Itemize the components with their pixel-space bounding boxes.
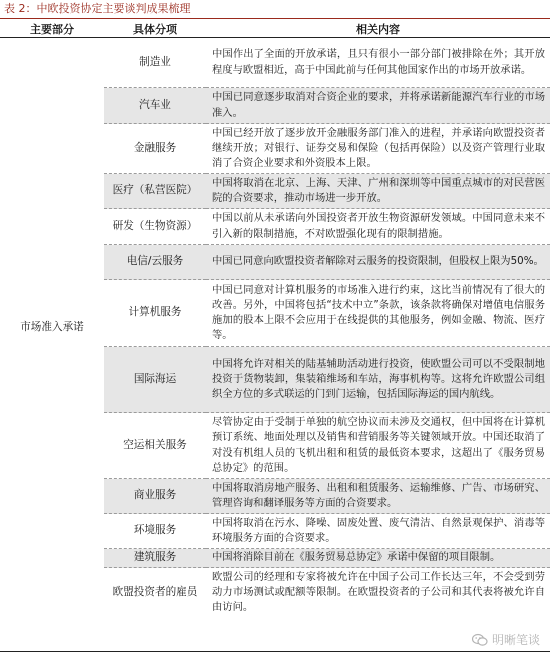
content-cell: 中国已同意对计算机服务的市场准入进行约束，这比当前情况有了很大的改善。另外，中国将包括“技术中立”条款，该条款将确保对增值电信服务施加的股本上限不会应用于在线提供的其他服务，例如金融、物流、医疗等。	[206, 280, 550, 347]
caption-rule	[0, 18, 550, 19]
category-cell: 空运相关服务	[104, 413, 206, 479]
header-content: 相关内容	[206, 20, 550, 38]
category-cell: 商业服务	[104, 479, 206, 514]
wechat-icon	[472, 633, 488, 647]
category-cell: 制造业	[104, 38, 206, 88]
content-cell: 中国作出了全面的开放承诺，且只有很小一部分部门被排除在外；其开放程度与欧盟相近，高于中国此前与任何其他国家作出的市场开放承诺。	[206, 38, 550, 88]
content-cell: 中国将取消在污水、降噪、固废处置、废气清洁、自然景观保护、消毒等环境服务方面的合资要求。	[206, 514, 550, 549]
content-cell: 欧盟公司的经理和专家将被允许在中国子公司工作长达三年，不会受到劳动力市场测试或配额等限制。在欧盟投资者的子公司和其代表将被允许自由访问。	[212, 571, 545, 614]
category-cell: 环境服务	[104, 514, 206, 549]
content-cell: 中国已同意向欧盟投资者解除对云服务的投资限制，但股权上限为50%。	[206, 245, 550, 280]
content-cell: 中国已经开放了逐步放开金融服务部门准入的进程，并承诺向欧盟投资者继续开放；对银行、证券交易和保险（包括再保险）以及资产管理行业取消了合资企业要求和外资股本上限。	[206, 124, 550, 174]
watermark-text: 明晰笔谈	[491, 633, 540, 647]
watermark	[472, 631, 540, 648]
category-cell: 电信/云服务	[104, 245, 206, 280]
table-bottom-rule	[0, 651, 550, 652]
table-row	[0, 38, 550, 88]
category-cell: 国际海运	[104, 347, 206, 413]
category-cell: 建筑服务	[104, 549, 206, 568]
content-cell: 中国已同意逐步取消对合资企业的要求，并将承诺新能源汽车行业的市场准入。	[206, 88, 550, 124]
category-cell: 研发（生物资源）	[104, 209, 206, 245]
content-cell: 中国将取消房地产服务、出租和租赁服务、运输维修、广告、市场研究、管理咨询和翻译服务等方面的合资要求。	[206, 479, 550, 514]
content-cell: 中国将允许对相关的陆基辅助活动进行投资，使欧盟公司可以不受限制地投资于货物装卸，集装箱维场和车站，海事机构等。这将允许欧盟公司组织全方位的多式联运的门到门运输，包括国际海运的国内航线。	[206, 347, 550, 413]
category-cell: 欧盟投资者的雇员	[112, 586, 198, 599]
content-cell: 中国以前从未承诺向外国投资者开放生物资源研发领域。中国同意未来不引入新的限制措施，不对欧盟强化现有的限制措施。	[206, 209, 550, 245]
header-main-part: 主要部分	[0, 20, 104, 38]
content-cell: 尽管协定由于受制于单独的航空协议而未涉及交通权，但中国将在计算机预订系统、地面处理以及销售和营销服务等关键领域开放。中国还取消了对没有机组人员的飞机出租和租赁的最低资本要求，这超出了《服务贸易总协定》的范围。	[206, 413, 550, 479]
table-caption: 表 2：中欧投资协定主要谈判成果梳理	[4, 2, 191, 15]
content-cell: 中国将消除目前在《服务贸易总协定》承诺中保留的项目限制。	[206, 549, 550, 568]
negotiation-results-table	[0, 20, 550, 618]
category-cell: 医疗（私营医院）	[104, 174, 206, 209]
category-cell: 计算机服务	[104, 280, 206, 347]
main-part-cell: 市场准入承诺	[20, 321, 84, 334]
header-category: 具体分项	[104, 20, 206, 38]
content-cell: 中国将取消在北京、上海、天津、广州和深圳等中国重点城市的对民营医院的合资要求，推动市场进一步开放。	[206, 174, 550, 209]
category-cell: 汽车业	[104, 88, 206, 124]
category-cell: 金融服务	[104, 124, 206, 174]
